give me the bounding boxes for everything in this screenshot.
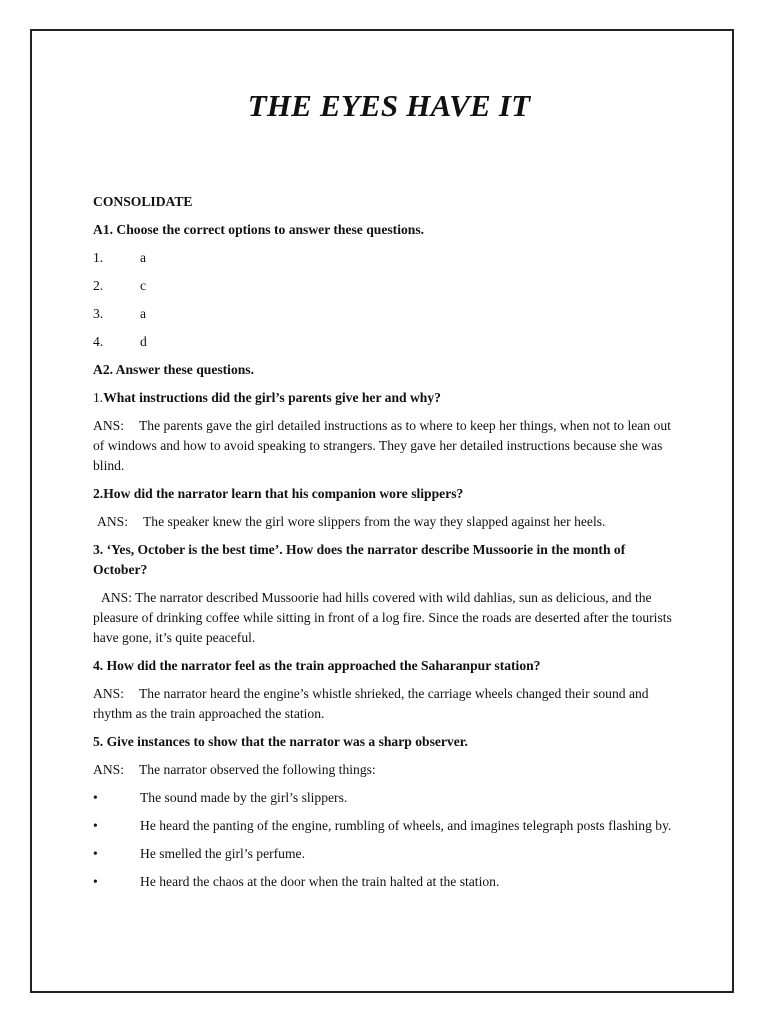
question-1-text: What instructions did the girl’s parents give her and why? <box>103 390 441 405</box>
section-heading: CONSOLIDATE <box>93 194 193 209</box>
answer-label: ANS: <box>93 686 124 701</box>
answer-4-text: The narrator heard the engine’s whistle shrieked, the carriage wheels changed their sound and rhythm as the train approached the station. <box>93 686 649 721</box>
bullet-icon: • <box>93 818 98 833</box>
a2-heading: A2. Answer these questions. <box>93 362 255 377</box>
a1-answer-value: c <box>140 278 147 293</box>
bullet-item <box>93 816 678 836</box>
a1-answer-number: 2. <box>93 278 104 293</box>
a1-answer-number: 1. <box>93 250 104 265</box>
answer-5-text: The narrator observed the following things: <box>139 762 376 777</box>
question-3: 3. ‘Yes, October is the best time’. How does the narrator describe Mussoorie in the month of October? <box>93 542 626 577</box>
answer-label: ANS: <box>93 762 124 777</box>
answer-label: ANS: <box>97 514 128 529</box>
bullet-text: He heard the chaos at the door when the train halted at the station. <box>140 874 500 889</box>
bullet-text: The sound made by the girl’s slippers. <box>140 790 348 805</box>
a1-answer-value: a <box>140 306 147 321</box>
document-title: THE EYES HAVE IT <box>247 88 531 123</box>
answer-5 <box>93 760 678 780</box>
a1-answer-row <box>93 248 678 268</box>
a1-answer-row <box>93 276 678 296</box>
bullet-item <box>93 872 678 892</box>
answer-1 <box>93 416 678 476</box>
a1-answer-number: 3. <box>93 306 104 321</box>
bullet-item <box>93 844 678 864</box>
answer-2 <box>93 512 678 532</box>
a1-heading: A1. Choose the correct options to answer these questions. <box>93 222 425 237</box>
answer-4 <box>93 684 678 724</box>
bullet-text: He smelled the girl’s perfume. <box>140 846 305 861</box>
answer-2-text: The speaker knew the girl wore slippers from the way they slapped against her heels. <box>143 514 606 529</box>
bullet-icon: • <box>93 790 98 805</box>
answer-label: ANS: <box>93 418 124 433</box>
question-4: 4. How did the narrator feel as the train approached the Saharanpur station? <box>93 658 541 673</box>
question-1-number: 1. <box>93 390 104 405</box>
bullet-icon: • <box>93 846 98 861</box>
question-2: 2.How did the narrator learn that his companion wore slippers? <box>93 486 464 501</box>
a1-answer-value: a <box>140 250 147 265</box>
document-body <box>93 192 678 900</box>
a1-answer-value: d <box>140 334 147 349</box>
bullet-item <box>93 788 678 808</box>
a1-answer-number: 4. <box>93 334 104 349</box>
a1-answer-row <box>93 304 678 324</box>
answer-1-text: The parents gave the girl detailed instructions as to where to keep her things, when not to lean out of windows and how to avoid speaking to strangers. They gave her detailed instructions because she was blind. <box>93 418 671 473</box>
question-5: 5. Give instances to show that the narrator was a sharp observer. <box>93 734 468 749</box>
answer-3: ANS: The narrator described Mussoorie had hills covered with wild dahlias, sun as delicious, and the pleasure of drinking coffee while sitting in front of a log fire. Since the roads are deserted after the tourists have gone, it’s quite peaceful. <box>93 590 672 645</box>
a1-answer-row <box>93 332 678 352</box>
bullet-icon: • <box>93 874 98 889</box>
question-1 <box>93 388 678 408</box>
bullet-text: He heard the panting of the engine, rumbling of wheels, and imagines telegraph posts flashing by. <box>140 818 672 833</box>
